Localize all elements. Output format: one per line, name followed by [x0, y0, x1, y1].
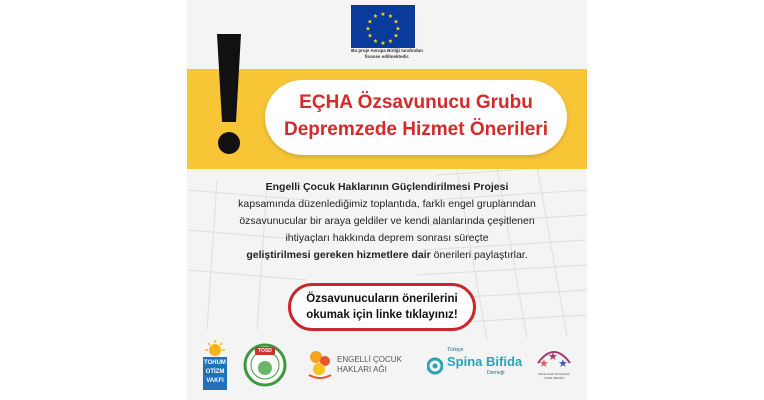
spina-sub-text: Derneği [487, 370, 505, 376]
announcement-poster [187, 0, 587, 400]
body-line-5 [207, 247, 567, 264]
svg-text:★: ★ [367, 18, 373, 26]
spina-small-text: Türkiye [447, 347, 464, 353]
tosd-text: TOSD [258, 348, 272, 354]
body-line-4: ihtiyaçları hakkında deprem sonrası süreçte [285, 232, 489, 244]
svg-text:★: ★ [539, 357, 549, 370]
svg-text:★: ★ [395, 25, 401, 33]
title-line-2: Depremzede Hizmet Önerileri [284, 119, 548, 140]
body-line-2: kapsamında düzenlediğimiz toplantıda, farklı engel gruplarından [238, 198, 536, 210]
stars-people-icon [532, 343, 576, 373]
svg-text:★: ★ [372, 13, 379, 20]
spina-bifida-dernegi-logo [427, 345, 522, 385]
last-logo-text-1: ENGELLİLER VE AİLELERİ [538, 373, 570, 376]
eu-caption-line-2: finanse edilmektedir. [364, 54, 410, 59]
echa-text-2: HAKLARI AĞI [337, 365, 387, 374]
svg-text:★: ★ [365, 25, 371, 33]
svg-text:★: ★ [393, 18, 399, 26]
eu-caption-line-1: Bu proje Avrupa Birliği tarafından [351, 48, 423, 53]
engelliler-ve-aileleri-dernegi-logo [532, 343, 576, 387]
tohum-text-2: OTİZM [205, 369, 225, 375]
read-suggestions-link-button[interactable] [288, 283, 476, 331]
tohum-text-1: TOHUM [204, 360, 226, 366]
svg-text:★: ★ [380, 40, 386, 47]
svg-text:★: ★ [367, 32, 373, 40]
spina-main-text: Spina Bifida [447, 354, 523, 369]
tohum-text-3: VAKFI [206, 378, 224, 384]
body-line-5-bold: geliştirilmesi gereken hizmetlere dair [246, 249, 431, 261]
svg-text:★: ★ [387, 13, 394, 20]
echa-text-1: ENGELLİ ÇOCUK [337, 355, 402, 364]
svg-text:★: ★ [393, 32, 399, 40]
cta-line-1: Özsavunucuların önerilerini [306, 293, 458, 305]
tohum-otizm-vakfi-logo [200, 340, 230, 392]
svg-text:★: ★ [548, 350, 558, 363]
tosd-logo [243, 343, 287, 387]
engelli-cocuk-haklari-agi-logo [307, 345, 417, 385]
last-logo-text-2: YAŞAM DERNEĞİ [543, 377, 565, 380]
project-name: Engelli Çocuk Haklarının Güçlendirilmesi Projesi [265, 181, 509, 193]
body-paragraph [207, 179, 567, 264]
title-line-1: EÇHA Özsavunucu Grubu [299, 92, 533, 113]
cta-line-2: okumak için linke tıklayınız! [306, 309, 458, 321]
exclamation-icon [209, 30, 249, 160]
body-line-3: özsavunucular bir araya geldiler ve kendi alanlarında çeşitlenen [239, 215, 535, 227]
title-card [265, 80, 567, 155]
svg-text:★: ★ [387, 38, 394, 45]
spina-bifida-icon [427, 356, 443, 376]
svg-text:★: ★ [372, 38, 379, 45]
svg-text:★: ★ [380, 11, 386, 18]
body-line-5-rest: önerileri paylaştırlar. [430, 249, 528, 261]
eu-flag-icon [351, 5, 415, 48]
eu-funding-caption [297, 48, 477, 60]
children-icon [307, 349, 333, 379]
svg-text:★: ★ [558, 357, 568, 370]
